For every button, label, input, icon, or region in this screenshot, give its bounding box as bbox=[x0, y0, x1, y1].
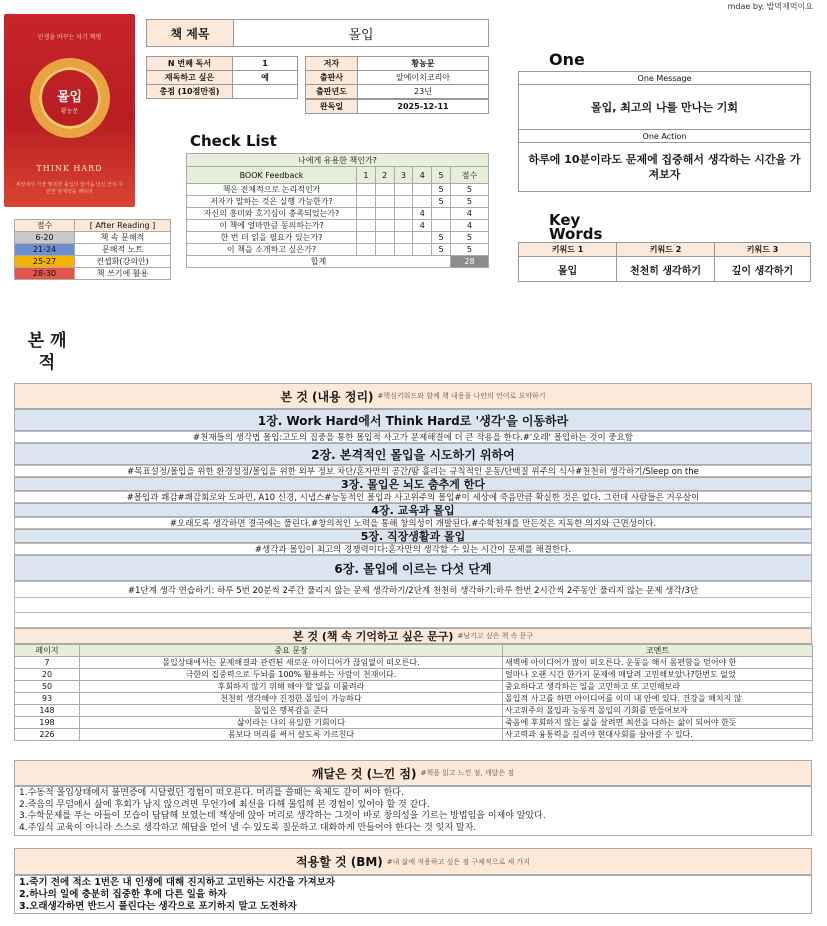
apply-title: 적용할 것 (BM) bbox=[296, 855, 383, 869]
quote-text: 몰입상태에서는 문제해결과 관련된 새로운 아이디어가 끊임없이 떠오른다. bbox=[80, 657, 503, 669]
quotes-note: #남기고 싶은 책 속 문구 bbox=[457, 632, 534, 640]
checklist-col-feedback: BOOK Feedback bbox=[187, 167, 357, 184]
apply-list bbox=[14, 875, 812, 914]
checklist-mark bbox=[394, 220, 413, 232]
legend-label: 책 속 문해적 bbox=[75, 232, 171, 244]
legend-col-score: 점수 bbox=[15, 220, 75, 232]
book-title-value: 몰입 bbox=[233, 19, 489, 47]
quotes-col-page: 페이지 bbox=[15, 645, 80, 657]
legend-range: 25-27 bbox=[15, 256, 75, 268]
quote-row bbox=[15, 657, 813, 669]
summary-header bbox=[14, 383, 812, 409]
quote-comment: 사고력과 융통력을 길러야 현대사회를 살아갈 수 있다. bbox=[503, 729, 813, 741]
realized-list bbox=[14, 786, 812, 836]
n-read-value: 1 bbox=[232, 56, 298, 71]
checklist-mark bbox=[357, 220, 376, 232]
checklist-mark bbox=[413, 184, 432, 196]
checklist-mark: 5 bbox=[432, 244, 451, 256]
checklist-mark bbox=[413, 232, 432, 244]
checklist-total-label: 합계 bbox=[187, 256, 451, 268]
blank-row bbox=[14, 612, 812, 628]
chapter-3-title: 3장. 몰입은 뇌도 춤추게 한다 bbox=[14, 477, 812, 491]
quote-row bbox=[15, 717, 813, 729]
checklist-question-text: 이 책을 소개하고 싶은가? bbox=[187, 244, 357, 256]
main-heading: 본 깨 적 bbox=[27, 331, 67, 373]
apply-item: 3.오래생각하면 반드시 풀린다는 생각으로 포기하지 말고 도전하자 bbox=[19, 901, 297, 912]
one-message-label: One Message bbox=[518, 71, 811, 85]
realized-note: #책을 읽고 느낀 점, 깨달은 점 bbox=[420, 769, 515, 777]
n-read-label: N 번째 독서 bbox=[146, 56, 233, 71]
quote-page: 148 bbox=[15, 705, 80, 717]
cover-title: 몰입 bbox=[56, 90, 83, 105]
checklist-mark bbox=[357, 232, 376, 244]
checklist-row bbox=[187, 220, 489, 232]
realized-header bbox=[14, 760, 812, 786]
chapter-6-text: #1단계 생각 연습하기: 하루 5번 20분씩 2주간 풀리지 않는 문제 생각하기/2단계 천천히 생각하기:하루 한번 2시간씩 2주동안 풀리지 않는 문제 생각/3단 bbox=[14, 581, 812, 598]
keyword-3-label: 키워드 3 bbox=[714, 242, 811, 257]
quote-row bbox=[15, 729, 813, 741]
reread-value: 예 bbox=[232, 70, 298, 85]
quote-row bbox=[15, 693, 813, 705]
cover-author: 황농문 bbox=[60, 108, 79, 115]
summary-title: 본 것 (내용 정리) bbox=[280, 389, 374, 404]
reread-label: 재독하고 싶은 bbox=[146, 70, 233, 85]
checklist-mark bbox=[375, 244, 394, 256]
checklist-question-text: 한 번 더 읽을 필요가 있는가? bbox=[187, 232, 357, 244]
checklist-mark bbox=[394, 184, 413, 196]
quote-page: 20 bbox=[15, 669, 80, 681]
legend-label: 문해적 노트 bbox=[75, 244, 171, 256]
quotes-title: 본 것 (책 속 기억하고 싶은 문구) bbox=[292, 630, 454, 643]
quote-text: 몸보다 머리를 써서 살도록 가르친다 bbox=[80, 729, 503, 741]
checklist-mark: 5 bbox=[432, 196, 451, 208]
checklist-mark bbox=[375, 184, 394, 196]
quote-page: 50 bbox=[15, 681, 80, 693]
blank-row bbox=[14, 597, 812, 613]
quotes-col-comment: 코멘트 bbox=[503, 645, 813, 657]
apply-item: 2.하나의 일에 충분히 집중한 후에 다른 일을 하자 bbox=[19, 889, 227, 900]
credit-text: mdae by. 밥먹제먹이요 bbox=[727, 2, 813, 11]
checklist-mark bbox=[375, 232, 394, 244]
checklist-mark bbox=[432, 208, 451, 220]
legend-range: 6-20 bbox=[15, 232, 75, 244]
keyword-3-value: 깊이 생각하기 bbox=[714, 256, 811, 282]
chapter-2-title: 2장. 본격적인 몰입을 시도하기 위하여 bbox=[14, 443, 812, 465]
checklist-mark bbox=[394, 208, 413, 220]
checklist-mark bbox=[394, 232, 413, 244]
chapter-5-title: 5장. 직장생활과 몰입 bbox=[14, 529, 812, 543]
quote-row bbox=[15, 705, 813, 717]
done-date-label: 완독일 bbox=[305, 99, 358, 114]
checklist-mark bbox=[357, 184, 376, 196]
chapter-5-text: #생각과 몰입이 최고의 경쟁력이다:혼자만의 생각할 수 있는 시간이 문제를 해결한다. bbox=[14, 543, 812, 555]
checklist-mark bbox=[413, 196, 432, 208]
checklist-score: 5 bbox=[450, 184, 488, 196]
checklist-mark bbox=[394, 196, 413, 208]
quote-text: 천천히 생각해야 진정한 몰입이 가능하다 bbox=[80, 693, 503, 705]
realized-item: 4.주입식 교육이 아니라 스스로 생각하고 해답을 얻어 낼 수 있도록 질문하고 대화하게 만들어야 한다는 것 잊지 말자. bbox=[19, 822, 477, 833]
book-cover-image bbox=[4, 14, 135, 207]
chapter-3-text: #몰입과 쾌감#쾌감회로와 도파민, A10 신경, 시냅스#능동적인 몰입과 사고위주의 몰입#이 세상에 죽음만큼 확실한 것은 없다. 그런데 사람들은 거우살이 bbox=[14, 491, 812, 503]
author-value: 황농문 bbox=[357, 56, 489, 71]
chapter-6-title: 6장. 몰입에 이르는 다섯 단계 bbox=[14, 555, 812, 581]
legend-col-after: [ After Reading ] bbox=[75, 220, 171, 232]
chapter-4-text: #오래도록 생각하면 결국에는 풀린다.#창의적인 노력을 통해 창의성이 개발된다.#수학천재를 만든것은 지독한 의지와 근면성이다. bbox=[14, 517, 812, 529]
apply-note: #내 삶에 적용하고 싶은 점 구체적으로 세 가지 bbox=[386, 857, 530, 866]
realized-item: 3.수학문제를 푸는 아들이 모습이 답답해 보였는데 책상에 앉아 머리로 생각하는 그것이 바로 창의성을 기르는 방법임을 이제야 알았다. bbox=[19, 811, 546, 821]
checklist-score: 4 bbox=[450, 208, 488, 220]
realized-item: 2.죽음의 무덤에서 삶에 후회가 남지 않으려면 무언가에 최선을 다해 몰입해 본 경험이 있어야 할 것 같다. bbox=[19, 799, 430, 810]
cover-english-title: THINK HARD bbox=[36, 164, 103, 173]
year-value: 23년 bbox=[357, 84, 489, 99]
checklist-col: 점수 bbox=[450, 167, 488, 184]
legend-range: 28-30 bbox=[15, 268, 75, 280]
keyword-2-value: 천천히 생각하기 bbox=[616, 256, 715, 282]
publisher-label: 출판사 bbox=[305, 70, 358, 85]
quote-text: 몰입은 행복감을 준다 bbox=[80, 705, 503, 717]
checklist-mark: 5 bbox=[432, 184, 451, 196]
one-message-value: 몰입, 최고의 나를 만나는 기회 bbox=[518, 84, 811, 130]
checklist-mark bbox=[413, 244, 432, 256]
keyword-2-label: 키워드 2 bbox=[616, 242, 715, 257]
checklist-row bbox=[187, 196, 489, 208]
checklist-mark bbox=[375, 220, 394, 232]
apply-header bbox=[14, 848, 812, 875]
checklist-mark bbox=[375, 196, 394, 208]
summary-note: #핵심키워드와 함께 책 내용을 나만의 언어로 요약하기 bbox=[377, 392, 546, 400]
keyword-1-label: 키워드 1 bbox=[518, 242, 617, 257]
checklist-question-text: 이 책에 얼마만큼 동의하는가? bbox=[187, 220, 357, 232]
checklist-col: 2 bbox=[375, 167, 394, 184]
legend-row bbox=[15, 244, 171, 256]
total-score-label: 총점 (10점만점) bbox=[146, 84, 233, 99]
chapter-1-title: 1장. Work Hard에서 Think Hard로 '생각'을 이동하라 bbox=[14, 409, 812, 431]
checklist-row bbox=[187, 232, 489, 244]
checklist-mark bbox=[394, 244, 413, 256]
one-action-value: 하루에 10분이라도 문제에 집중해서 생각하는 시간을 가져보자 bbox=[518, 142, 811, 192]
legend-range: 21-24 bbox=[15, 244, 75, 256]
cover-subtitle: 인생을 바꾸는 자기 혁명 bbox=[37, 34, 102, 41]
cover-tagline: 세상에서 가장 행복한 몰입의 즐거움 당신 안의 무한한 잠재력을 깨워라 bbox=[15, 182, 124, 195]
quotes-table bbox=[14, 644, 813, 741]
checklist-score: 4 bbox=[450, 220, 488, 232]
legend-row bbox=[15, 256, 171, 268]
quote-comment: 얼마나 오랜 시간 한가지 문제에 매달려 고민해보았나?한번도 없었 bbox=[503, 669, 813, 681]
apply-item: 1.죽기 전에 적소 1번은 내 인생에 대해 진지하고 고민하는 시간을 가져보자 bbox=[19, 877, 336, 888]
checklist-heading: Check List bbox=[190, 132, 277, 150]
chapter-1-text: #천재들의 생각법 몰입:고도의 집중을 통한 몰입적 사고가 문제해결에 더 큰 작용을 한다.#'오래' 몰입하는 것이 중요함 bbox=[14, 431, 812, 443]
one-action-label: One Action bbox=[518, 129, 811, 143]
checklist-score: 5 bbox=[450, 196, 488, 208]
book-title-label: 책 제목 bbox=[146, 19, 234, 47]
quote-page: 198 bbox=[15, 717, 80, 729]
checklist-row bbox=[187, 244, 489, 256]
author-label: 저자 bbox=[305, 56, 358, 71]
quote-text: 삶이라는 나의 유일한 기회이다 bbox=[80, 717, 503, 729]
done-date-value: 2025-12-11 bbox=[357, 99, 489, 114]
legend-row bbox=[15, 268, 171, 280]
checklist-table bbox=[186, 153, 489, 268]
checklist-mark: 4 bbox=[413, 208, 432, 220]
quote-page: 7 bbox=[15, 657, 80, 669]
chapter-4-title: 4장. 교육과 몰입 bbox=[14, 503, 812, 517]
checklist-row bbox=[187, 184, 489, 196]
checklist-col: 1 bbox=[357, 167, 376, 184]
chapter-2-text: #목표설정/몰입을 위한 환경설정/몰입을 위한 외부 정보 차단/혼자만의 공간/땀 흘리는 규칙적인 운동/단백질 위주의 식사#천천히 생각하기/Sleep on the bbox=[14, 465, 812, 477]
checklist-question-text: 책은 전체적으로 논리적인가 bbox=[187, 184, 357, 196]
checklist-col: 3 bbox=[394, 167, 413, 184]
quote-page: 93 bbox=[15, 693, 80, 705]
checklist-total: 28 bbox=[450, 256, 488, 268]
quote-comment: 죽음에 후회하지 않는 삶을 살려면 최선을 다하는 삶이 되어야 한듯 bbox=[503, 717, 813, 729]
realized-title: 깨달은 것 (느낀 점) bbox=[311, 766, 417, 781]
quote-page: 226 bbox=[15, 729, 80, 741]
checklist-mark: 5 bbox=[432, 232, 451, 244]
quote-text: 후회하지 않기 위해 해야 할 일을 미룰려라 bbox=[80, 681, 503, 693]
legend-row bbox=[15, 232, 171, 244]
checklist-row bbox=[187, 208, 489, 220]
keywords-heading: Key Words bbox=[549, 213, 603, 241]
realized-item: 1.수동적 몰입상태에서 불면증에 시달렸던 경험이 떠오른다. 머리를 쓸때는 육체도 같이 써야 한다. bbox=[19, 788, 404, 798]
checklist-score: 5 bbox=[450, 244, 488, 256]
publisher-value: 알에이치코리아 bbox=[357, 70, 489, 85]
quote-comment: 몰입적 사고를 하면 아이디어를 이미 내 안에 있다. 건강을 해치지 않 bbox=[503, 693, 813, 705]
quote-comment: 사고위주의 몰입과 능동적 몰입의 기회를 만들어보자 bbox=[503, 705, 813, 717]
quote-comment: 중요하다고 생각하는 일을 고민하고 또 고민해보라 bbox=[503, 681, 813, 693]
year-label: 출판년도 bbox=[305, 84, 358, 99]
quotes-header bbox=[14, 628, 812, 644]
quote-comment: 새벽에 아이디어가 많이 떠오른다. 운동을 해서 몸편함을 얻어야 한 bbox=[503, 657, 813, 669]
checklist-mark bbox=[432, 220, 451, 232]
checklist-question-text: 자신의 흥미와 호기심이 충족되었는가? bbox=[187, 208, 357, 220]
checklist-mark bbox=[375, 208, 394, 220]
checklist-question: 나에게 유용한 책인가? bbox=[187, 154, 489, 167]
checklist-question-text: 저자가 말하는 것은 실행 가능한가? bbox=[187, 196, 357, 208]
keyword-1-value: 몰입 bbox=[518, 256, 617, 282]
checklist-score: 5 bbox=[450, 232, 488, 244]
quote-text: 극한의 집중력으로 두뇌를 100% 활용하는 사람이 천재이다. bbox=[80, 669, 503, 681]
score-legend-table bbox=[14, 219, 171, 280]
total-score-value bbox=[232, 84, 298, 99]
checklist-mark bbox=[357, 208, 376, 220]
legend-label: 컨셉화(강의안) bbox=[75, 256, 171, 268]
quote-row bbox=[15, 669, 813, 681]
legend-label: 책 쓰기에 활용 bbox=[75, 268, 171, 280]
checklist-col: 5 bbox=[432, 167, 451, 184]
checklist-mark bbox=[357, 196, 376, 208]
checklist-col: 4 bbox=[413, 167, 432, 184]
quotes-col-quote: 중요 문장 bbox=[80, 645, 503, 657]
one-heading: One bbox=[549, 50, 585, 69]
quote-row bbox=[15, 681, 813, 693]
checklist-mark bbox=[357, 244, 376, 256]
checklist-mark: 4 bbox=[413, 220, 432, 232]
